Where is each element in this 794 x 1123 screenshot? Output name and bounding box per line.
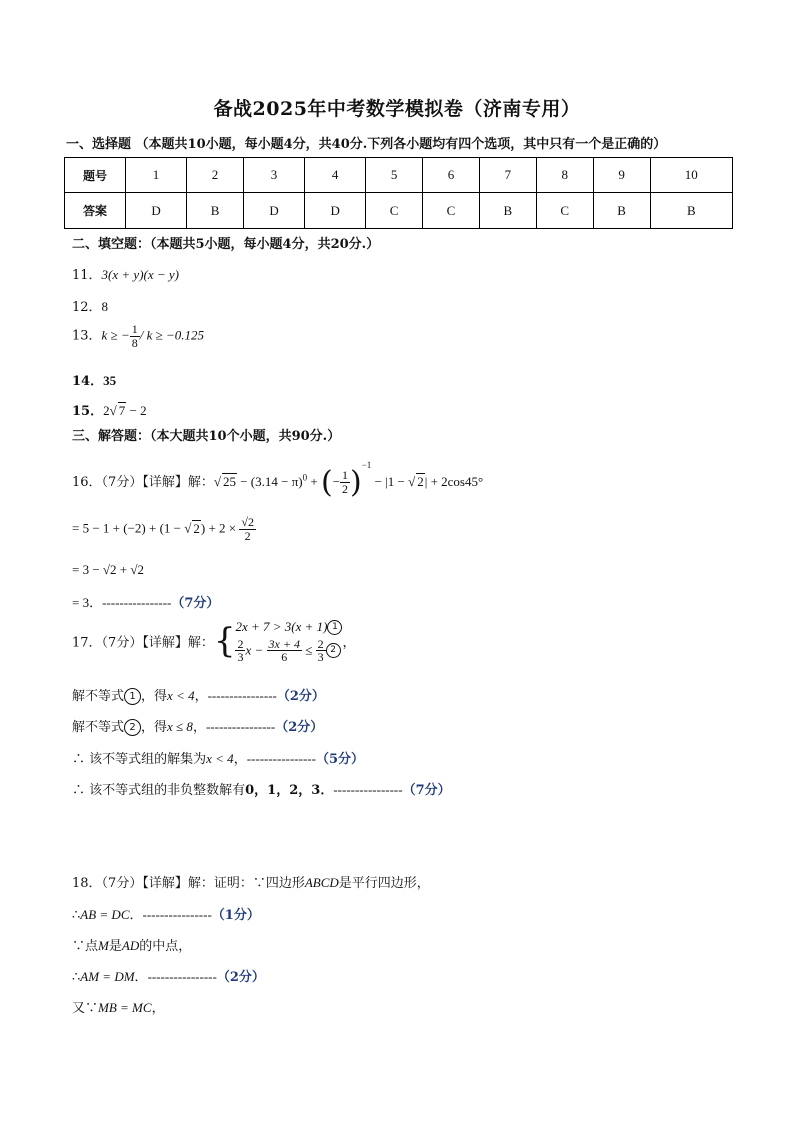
table-cell: 10 [650, 158, 732, 193]
fill-q12: 12．8 [72, 299, 109, 315]
table-cell: 8 [536, 158, 593, 193]
table-row [65, 193, 733, 229]
fraction: $\frac{3x + 4}{6}$ [268, 636, 300, 665]
page-title: 备战2025年中考数学模拟卷（济南专用） [213, 98, 581, 120]
table-cell: D [126, 193, 187, 229]
table-row [65, 158, 733, 193]
q16-result: = 3．----------------（7分） [72, 595, 220, 611]
table-cell: 2 [187, 158, 244, 193]
section-fill-heading: 二、填空题：（本题共5小题，每小题4分，共20分.） [72, 237, 380, 252]
table-cell: B [479, 193, 536, 229]
table-cell: 9 [593, 158, 650, 193]
q17-system: 17．（7分）【详解】解：{ 2x + 7 > 3(x + 1) 1 $\frac{2}{3}$ x − $\frac{3x + 4}{6}$ ≤ $\frac{2}{3}$ 2 ， [72, 619, 356, 665]
fill-q14: 14．35 [72, 373, 117, 389]
table-cell: 5 [366, 158, 423, 193]
q18-step-3: ∴AM = DM．----------------（2分） [72, 969, 265, 985]
table-cell: D [305, 193, 366, 229]
q16-step-2: = 5 − 1 + (−2) + (1 − √ 2) + 2 × $\frac{√2}{2}$ [72, 515, 254, 543]
table-cell: 4 [305, 158, 366, 193]
q17-step-3: ∴ 该不等式组的解集为x < 4，----------------（5分） [72, 751, 365, 767]
table-cell: B [187, 193, 244, 229]
section-choice-heading: 一、选择题 （本题共10小题，每小题4分，共40分.下列各小题均有四个选项，其中只有一个是正确的） [66, 137, 667, 152]
table-head-number: 题号 [65, 158, 126, 193]
q17-step-4: ∴ 该不等式组的非负整数解有0，1，2，3．----------------（7分） [72, 782, 451, 798]
table-cell: C [366, 193, 423, 229]
table-cell: 7 [479, 158, 536, 193]
fill-q15: 15．2√ 7 − 2 [72, 403, 147, 419]
table-cell: 1 [126, 158, 187, 193]
q16-expression: 16．（7分）【详解】解：√ $25 - (3.14 - \pi)^0$ + (− $\frac{1}{2}$ )$^{-1}$ − |1 − √ 2| + 2cos45° [72, 460, 484, 500]
q18-lead: 18．（7分）【详解】解：证明：∵四边形ABCD是平行四边形， [72, 875, 430, 891]
table-head-answer: 答案 [65, 193, 126, 229]
fraction: $\frac{1}{8}$ [131, 322, 138, 350]
table-cell: B [650, 193, 732, 229]
table-cell: C [423, 193, 480, 229]
fraction: $\frac{2}{3}$ [237, 636, 244, 665]
table-cell: 6 [423, 158, 480, 193]
q16-step-3: = 3 − √2 + √2 [72, 562, 145, 577]
q17-step-2: 解不等式 2 ，得x ≤ 8，----------------（2分） [72, 719, 324, 735]
fill-q11: 11．3(x + y)(x − y) [72, 267, 179, 283]
answer-table [64, 157, 733, 229]
fraction: $\frac{1}{2}$ [342, 468, 349, 496]
q18-step-1: ∴AB = DC．----------------（1分） [72, 907, 260, 923]
table-cell: D [243, 193, 304, 229]
table-cell: B [593, 193, 650, 229]
q18-step-2: ∵点M是AD的中点， [72, 938, 192, 954]
fill-q13: 13．k ≥ − $\frac{1}{8}$ / k ≥ −0.125 [72, 322, 205, 350]
q17-step-1: 解不等式 1 ，得x < 4，----------------（2分） [72, 688, 325, 704]
fraction: $\frac{2}{3}$ [317, 636, 324, 665]
fraction: $\frac{√2}{2}$ [241, 515, 254, 543]
table-cell: 3 [243, 158, 304, 193]
q18-step-4: 又∵MB = MC， [72, 1000, 165, 1016]
section-solve-heading: 三、解答题：（本大题共10个小题，共90分.） [72, 429, 341, 444]
table-cell: C [536, 193, 593, 229]
